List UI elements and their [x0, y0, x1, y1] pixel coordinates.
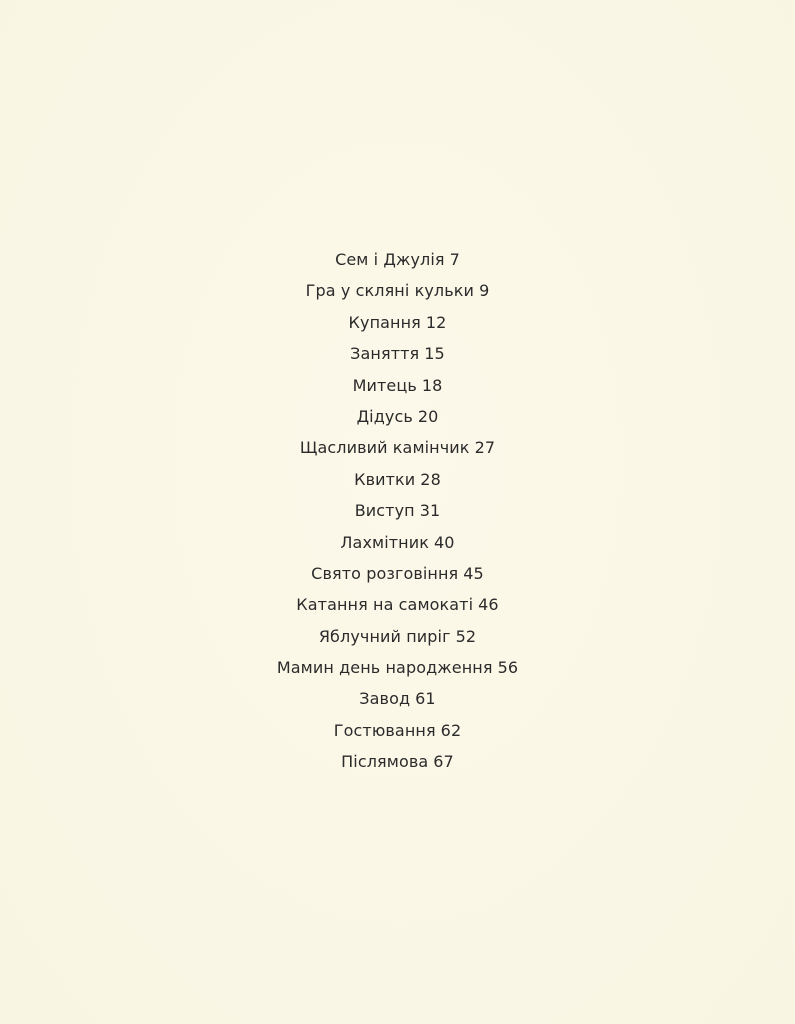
toc-title: Свято розговіння: [311, 563, 459, 583]
toc-page-number: 56: [497, 658, 519, 678]
toc-title: Сем і Джулія: [335, 250, 445, 269]
toc-title: Завод: [359, 689, 411, 709]
toc-entry: [0, 621, 795, 652]
toc-page-number: 45: [463, 563, 484, 583]
toc-page-number: 12: [425, 312, 447, 332]
toc-page-number: 15: [424, 344, 445, 364]
toc-page-number: 7: [449, 250, 460, 269]
toc-entry: [0, 244, 795, 275]
toc-entry: [0, 464, 795, 495]
toc-title: Мамин день народження: [276, 658, 493, 678]
toc-title: Купання: [348, 312, 421, 332]
toc-page-number: 9: [479, 281, 490, 301]
toc-page-number: 46: [478, 595, 499, 615]
toc-entry: [0, 432, 795, 463]
table-of-contents: [0, 244, 795, 778]
toc-title: Яблучний пиріг: [318, 626, 451, 646]
toc-page-number: 28: [420, 469, 441, 489]
toc-entry: [0, 338, 795, 369]
toc-title: Гра у скляні кульки: [305, 281, 475, 301]
toc-page-number: 31: [419, 501, 441, 521]
toc-title: Катання на самокаті: [296, 595, 474, 615]
toc-entry: [0, 495, 795, 526]
toc-page-number: 20: [417, 406, 439, 426]
toc-title: Післямова: [341, 752, 429, 772]
toc-page-number: 62: [440, 720, 462, 740]
toc-page-number: 27: [474, 438, 496, 458]
toc-title: Квитки: [354, 469, 416, 489]
toc-entry: [0, 558, 795, 589]
toc-title: Гостювання: [333, 720, 436, 740]
toc-page-number: 18: [421, 375, 443, 395]
toc-entry: [0, 370, 795, 401]
toc-title: Щасливий камінчик: [299, 438, 470, 458]
toc-entry: [0, 307, 795, 338]
toc-title: Заняття: [350, 344, 420, 364]
toc-entry: [0, 652, 795, 683]
toc-title: Лахмітник: [340, 532, 429, 552]
toc-entry: [0, 746, 795, 777]
toc-page-number: 40: [434, 532, 455, 552]
toc-entry: [0, 401, 795, 432]
toc-entry: [0, 275, 795, 306]
toc-entry: [0, 715, 795, 746]
toc-page-number: 52: [455, 626, 477, 646]
toc-entry: [0, 527, 795, 558]
toc-entry: [0, 683, 795, 714]
toc-page-number: 61: [415, 689, 436, 709]
toc-page-number: 67: [433, 752, 454, 772]
toc-title: Дідусь: [356, 406, 413, 426]
toc-entry: [0, 589, 795, 620]
toc-title: Виступ: [354, 501, 415, 521]
toc-title: Митець: [352, 375, 417, 395]
